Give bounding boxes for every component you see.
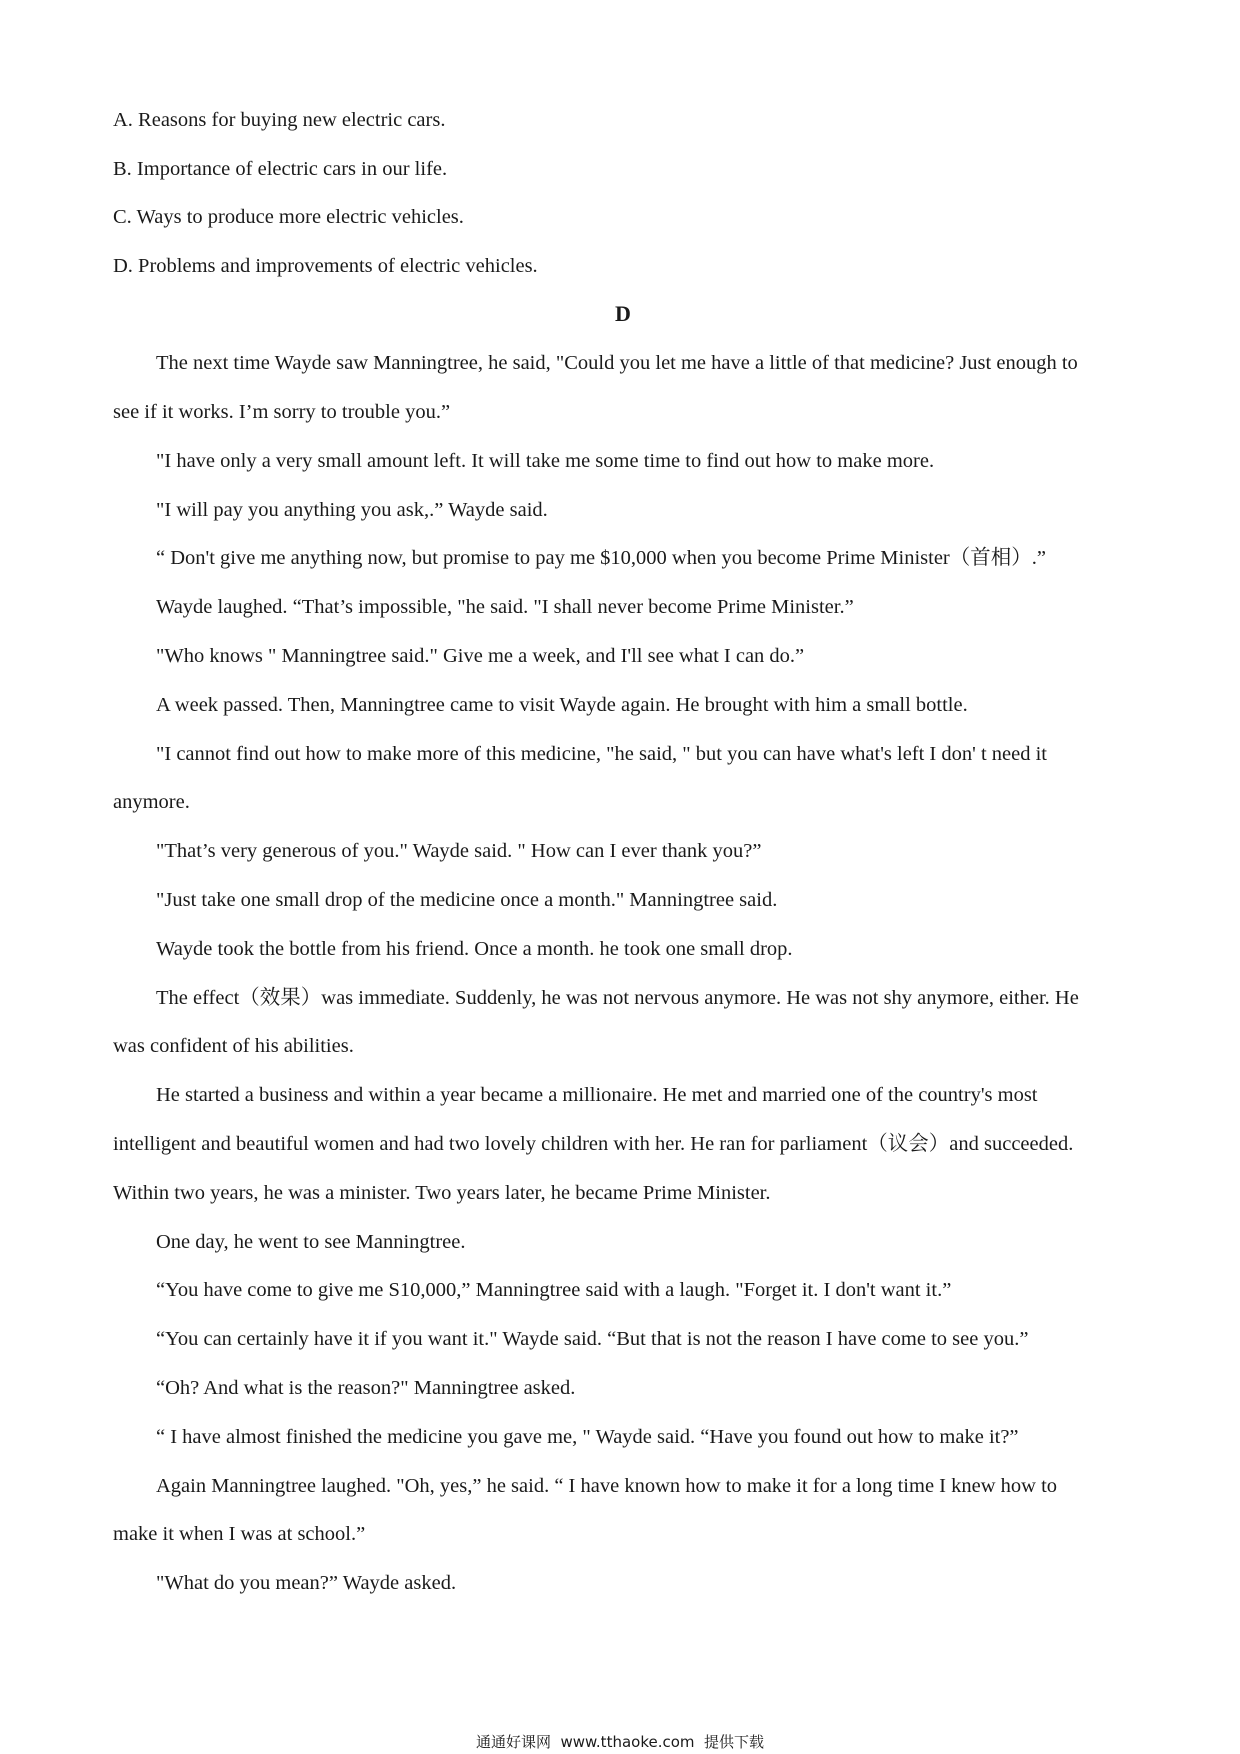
section-title: D	[615, 301, 631, 327]
passage-line: The effect（效果）was immediate. Suddenly, he was not nervous anymore. He was not shy anymore, either. He	[156, 986, 1079, 1009]
passage-line: He started a business and within a year became a millionaire. He met and married one of the country's most	[156, 1084, 1038, 1107]
passage-line: Within two years, he was a minister. Two years later, he became Prime Minister.	[113, 1181, 771, 1204]
passage-line: “You have come to give me S10,000,” Manningtree said with a laugh. "Forget it. I don't want it.”	[156, 1279, 952, 1302]
passage-line: "What do you mean?” Wayde asked.	[156, 1572, 457, 1595]
passage-line: A week passed. Then, Manningtree came to visit Wayde again. He brought with him a small bottle.	[156, 693, 968, 716]
passage-line: see if it works. I’m sorry to trouble you.”	[113, 400, 451, 423]
passage	[113, 339, 1133, 1608]
passage-line: intelligent and beautiful women and had two lovely children with her. He ran for parliament（议会）and succeeded.	[113, 1132, 1074, 1155]
passage-line: “ Don't give me anything now, but promise to pay me $10,000 when you become Prime Minister（首相）.”	[156, 547, 1046, 570]
passage-line: One day, he went to see Manningtree.	[156, 1230, 466, 1253]
passage-line: “Oh? And what is the reason?" Manningtree asked.	[156, 1376, 576, 1399]
passage-line: make it when I was at school.”	[113, 1523, 366, 1546]
document-page	[113, 96, 1133, 1608]
answer-options	[113, 96, 1133, 290]
option-b: B. Importance of electric cars in our life.	[113, 157, 448, 180]
passage-line: "Just take one small drop of the medicine once a month." Manningtree said.	[156, 888, 778, 911]
passage-line: “You can certainly have it if you want it." Wayde said. “But that is not the reason I have come to see you.”	[156, 1328, 1029, 1351]
passage-line: The next time Wayde saw Manningtree, he said, "Could you let me have a little of that medicine? Just enough to	[156, 352, 1078, 375]
passage-line: was confident of his abilities.	[113, 1035, 354, 1058]
passage-line: "That’s very generous of you." Wayde said. " How can I ever thank you?”	[156, 840, 762, 863]
passage-line: Again Manningtree laughed. "Oh, yes,” he said. “ I have known how to make it for a long time I knew how to	[156, 1474, 1058, 1497]
passage-line: "I have only a very small amount left. It will take me some time to find out how to make more.	[156, 449, 935, 472]
passage-line: anymore.	[113, 791, 190, 814]
option-d: D. Problems and improvements of electric vehicles.	[113, 254, 538, 277]
option-a: A. Reasons for buying new electric cars.	[113, 109, 446, 131]
passage-line: "Who knows " Manningtree said." Give me a week, and I'll see what I can do.”	[156, 644, 805, 667]
page-footer: 通通好课网 www.tthaoke.com 提供下载	[475, 1733, 765, 1751]
passage-line: “ I have almost finished the medicine you gave me, " Wayde said. “Have you found out how to make it?”	[156, 1425, 1019, 1448]
passage-line: "I cannot find out how to make more of this medicine, "he said, " but you can have what's left I don' t need it	[156, 742, 1047, 765]
passage-line: Wayde took the bottle from his friend. Once a month. he took one small drop.	[156, 937, 793, 960]
passage-line: "I will pay you anything you ask,.” Wayde said.	[156, 498, 548, 521]
option-c: C. Ways to produce more electric vehicles.	[113, 206, 464, 229]
passage-line: Wayde laughed. “That’s impossible, "he said. "I shall never become Prime Minister.”	[156, 596, 854, 619]
